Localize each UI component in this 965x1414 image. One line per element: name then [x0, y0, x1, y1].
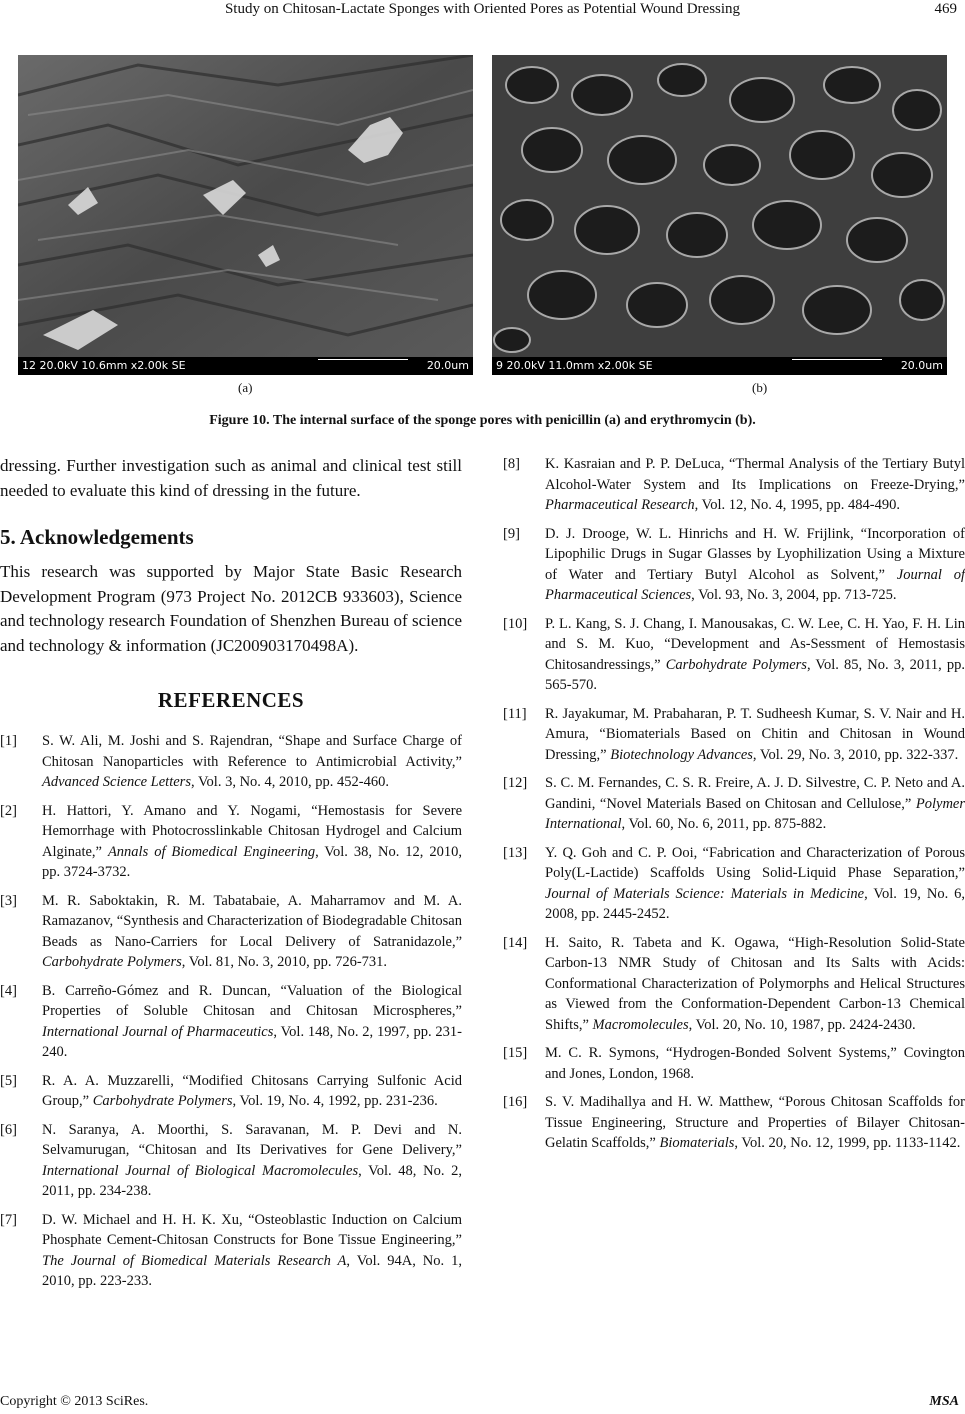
reference-number: [16] [503, 1094, 528, 1110]
reference-number: [5] [0, 1072, 17, 1089]
reference-text [545, 933, 965, 1036]
reference-item [503, 773, 965, 835]
right-column [503, 454, 965, 1162]
left-column [0, 454, 462, 1300]
reference-details: , Vol. 19, No. 4, 1992, pp. 231-236. [232, 1093, 438, 1109]
reference-item [0, 801, 462, 883]
reference-authors-title: K. Kasraian and P. P. DeLuca, “Thermal Analysis of the Tertiary Butyl Alcohol-Water System and Its Implications on Freeze-Drying,” [545, 456, 965, 493]
reference-journal: Carbohydrate Polymers [42, 954, 182, 970]
copyright: Copyright © 2013 SciRes. [0, 1394, 149, 1409]
reference-journal: International Journal of Biological Macromolecules [42, 1162, 359, 1179]
reference-authors-title: M. C. R. Symons, “Hydrogen-Bonded Solvent Systems,” Covington and Jones, London, 1968. [545, 1045, 965, 1082]
reference-number: [12] [503, 775, 528, 791]
scale-bar-a [318, 359, 408, 366]
reference-number: [15] [503, 1045, 528, 1061]
reference-item [0, 731, 462, 793]
sem-texture-b [492, 55, 947, 357]
reference-authors-title: H. Hattori, Y. Amano and Y. Nogami, “Hemostasis for Severe Hemorrhage with Photocrosslinkable Chitosan Hydrogel and Calcium Alginate,” [42, 802, 462, 860]
reference-number: [8] [503, 456, 520, 472]
figure-label-b: (b) [752, 380, 768, 395]
reference-text [42, 891, 462, 973]
reference-item [503, 454, 965, 516]
reference-text [545, 454, 965, 516]
reference-number: [10] [503, 615, 528, 632]
reference-item [503, 704, 965, 766]
reference-journal: Carbohydrate Polymers [92, 1093, 233, 1109]
reference-details: , Vol. 81, No. 3, 2010, pp. 726-731. [181, 954, 388, 970]
reference-journal: Polymer International [545, 795, 965, 832]
reference-text [42, 1120, 462, 1202]
sem-image-b [492, 55, 947, 375]
reference-text [42, 981, 462, 1063]
reference-number: [11] [503, 705, 527, 722]
sem-info-bar-a [18, 357, 473, 375]
reference-item [0, 1210, 462, 1292]
reference-number: [4] [0, 982, 17, 999]
reference-item [503, 614, 965, 696]
reference-text [545, 524, 965, 606]
reference-item [503, 843, 965, 925]
running-header [0, 0, 965, 22]
sem-info-bar-b [492, 357, 947, 375]
reference-authors-title: N. Saranya, A. Moorthi, S. Saravanan, M. P. Devi and N. Selvamurugan, “Chitosan and Its Derivatives for Gene Delivery,” [42, 1121, 462, 1158]
sem-texture-a [18, 55, 473, 357]
reference-details: , Vol. 20, No. 12, 1999, pp. 1133-1142. [734, 1135, 961, 1151]
reference-number: [13] [503, 844, 528, 861]
reference-authors-title: S. V. Madihallya and H. W. Matthew, “Porous Chitosan Scaffolds for Tissue Engineering, Structure and Properties of Bilayer Chitosan-Gelatin Scaffolds,” [545, 1094, 965, 1151]
figure-caption: Figure 10. The internal surface of the sponge pores with penicillin (a) and erythromycin (b). [209, 413, 756, 428]
reference-item [0, 891, 462, 973]
references-heading: REFERENCES [157, 688, 305, 712]
reference-authors-title: S. C. M. Fernandes, C. S. R. Freire, A. J. D. Silvestre, C. P. Neto and A. Gandini, “Novel Materials Based on Chitosan and Cellulose,” [545, 775, 965, 812]
figure-label-a: (a) [238, 380, 253, 395]
reference-details: , Vol. 94A, No. 1, 2010, pp. 223-233. [42, 1252, 462, 1289]
reference-authors-title: D. W. Michael and H. H. K. Xu, “Osteoblastic Induction on Calcium Phosphate Cement-Chitosan Constructs for Bone Tissue Engineering,” [42, 1211, 462, 1248]
references-list-right [503, 454, 965, 1154]
journal-abbreviation: MSA [929, 1394, 959, 1409]
reference-number: [1] [0, 733, 17, 749]
reference-details: , Vol. 20, No. 10, 1987, pp. 2424-2430. [688, 1016, 916, 1033]
reference-text [545, 704, 965, 766]
reference-item [503, 1092, 965, 1154]
reference-details: , Vol. 85, No. 3, 2011, pp. 565-570. [545, 656, 965, 693]
reference-authors-title: R. Jayakumar, M. Prabaharan, P. T. Sudheesh Kumar, S. V. Nair and H. Amura, “Biomaterials Based on Chitin and Chitosan in Wound Dressing,” [545, 705, 965, 763]
reference-authors-title: H. Saito, R. Tabeta and K. Ogawa, “High-Resolution Solid-State Carbon-13 NMR Study of Chitosan and Its Salts with Acids: Conformational Characterization of Polymorphs and Helical Structures as Viewed from the Conformation-Dependent Carbon-13 Chemical Shifts,” [545, 934, 965, 1033]
reference-journal: Macromolecules [592, 1016, 689, 1033]
page-number: 469 [934, 1, 957, 17]
reference-authors-title: M. R. Saboktakin, R. M. Tabatabaie, A. Maharramov and M. A. Ramazanov, “Synthesis and Characterization of Biodegradable Chitosan Beads as Nano-Carriers for Local Delivery of Satranidazole,” [42, 892, 462, 950]
reference-item [503, 1043, 965, 1084]
reference-details: , Vol. 148, No. 2, 1997, pp. 231-240. [42, 1023, 463, 1060]
reference-details: , Vol. 38, No. 12, 2010, pp. 3724-3732. [42, 843, 462, 880]
reference-authors-title: D. J. Drooge, W. L. Hinrichs and H. W. Frijlink, “Incorporation of Lipophilic Drugs in Sugar Glasses by Lyophilization Using a Mixture of Water and Tertiary Butyl Alcohol as Solvent,” [545, 525, 965, 583]
reference-details: , Vol. 93, No. 3, 2004, pp. 713-725. [691, 587, 897, 603]
sem-scale-b: 20.0um [900, 359, 943, 372]
sem-meta-b: 9 20.0kV 11.0mm x2.00k SE [496, 359, 653, 372]
reference-text [42, 1210, 462, 1292]
sem-meta-a: 12 20.0kV 10.6mm x2.00k SE [22, 359, 186, 372]
reference-item [0, 1071, 462, 1112]
reference-journal: International Journal of Pharmaceutics [42, 1023, 274, 1040]
reference-item [0, 1120, 462, 1202]
reference-number: [9] [503, 525, 520, 542]
reference-journal: Journal of Pharmaceutical Sciences [545, 566, 965, 603]
reference-number: [7] [0, 1211, 17, 1228]
reference-item [503, 933, 965, 1036]
reference-details: , Vol. 48, No. 2, 2011, pp. 234-238. [42, 1162, 462, 1199]
reference-number: [14] [503, 934, 528, 951]
running-title: Study on Chitosan-Lactate Sponges with Oriented Pores as Potential Wound Dressing [224, 1, 741, 17]
reference-journal: Advanced Science Letters [42, 774, 191, 790]
reference-journal: Biomaterials [659, 1135, 735, 1151]
reference-journal: Journal of Materials Science: Materials in Medicine [545, 885, 865, 902]
references-list-left [0, 731, 462, 1292]
sem-image-a [18, 55, 473, 375]
reference-text [545, 773, 965, 835]
reference-authors-title: S. W. Ali, M. Joshi and S. Rajendran, “Shape and Surface Charge of Chitosan Nanoparticles with Reference to Antimicrobial Activity,” [42, 733, 462, 770]
reference-item [503, 524, 965, 606]
reference-authors-title: Y. Q. Goh and C. P. Ooi, “Fabrication and Characterization of Porous Poly(L-Lactide) Scaffolds Using Solid-Liquid Phase Separation,” [545, 844, 965, 881]
reference-journal: Pharmaceutical Research [545, 497, 695, 513]
reference-authors-title: R. A. A. Muzzarelli, “Modified Chitosans Carrying Sulfonic Acid Group,” [42, 1072, 462, 1109]
reference-text [42, 801, 462, 883]
reference-item [0, 981, 462, 1063]
reference-text [42, 1071, 462, 1112]
scale-bar-b [792, 359, 882, 366]
reference-journal: The Journal of Biomedical Materials Research A [42, 1252, 347, 1269]
reference-text [545, 1043, 965, 1084]
reference-authors-title: P. L. Kang, S. J. Chang, I. Manousakas, C. W. Lee, C. H. Yao, F. H. Lin and S. M. Kuo, “Development and As-Sessment of Hemostasis Chitosandressings,” [545, 615, 965, 673]
reference-text [545, 843, 965, 925]
reference-details: , Vol. 3, No. 4, 2010, pp. 452-460. [190, 774, 390, 790]
reference-number: [6] [0, 1121, 17, 1138]
reference-journal: Biotechnology Advances [610, 746, 753, 763]
reference-details: , Vol. 29, No. 3, 2010, pp. 322-337. [752, 746, 959, 763]
reference-details: , Vol. 12, No. 4, 1995, pp. 484-490. [694, 497, 900, 513]
sem-scale-a: 20.0um [426, 359, 469, 372]
reference-journal: Annals of Biomedical Engineering [107, 843, 316, 860]
reference-authors-title: B. Carreño-Gómez and R. Duncan, “Valuation of the Biological Properties of Soluble Chitosan and Chitosan Microspheres,” [42, 982, 462, 1019]
reference-number: [2] [0, 802, 17, 819]
reference-details: , Vol. 60, No. 6, 2011, pp. 875-882. [621, 816, 827, 832]
reference-number: [3] [0, 892, 17, 909]
reference-journal: Carbohydrate Polymers [665, 656, 807, 673]
reference-details: , Vol. 19, No. 6, 2008, pp. 2445-2452. [545, 885, 965, 922]
acknowledgements-heading: 5. Acknowledgements [0, 525, 194, 549]
reference-text [545, 614, 965, 696]
intro-paragraph: dressing. Further investigation such as animal and clinical test still needed to evaluate this kind of dressing in the future. [0, 456, 462, 500]
acknowledgements-paragraph: This research was supported by Major State Basic Research Development Program (973 Project No. 2012CB 933603), Science and technology research Foundation of Shenzhen Bureau of science and technology & information (JC200903170498A). [0, 562, 462, 655]
reference-text [42, 731, 462, 793]
reference-text [545, 1092, 965, 1154]
